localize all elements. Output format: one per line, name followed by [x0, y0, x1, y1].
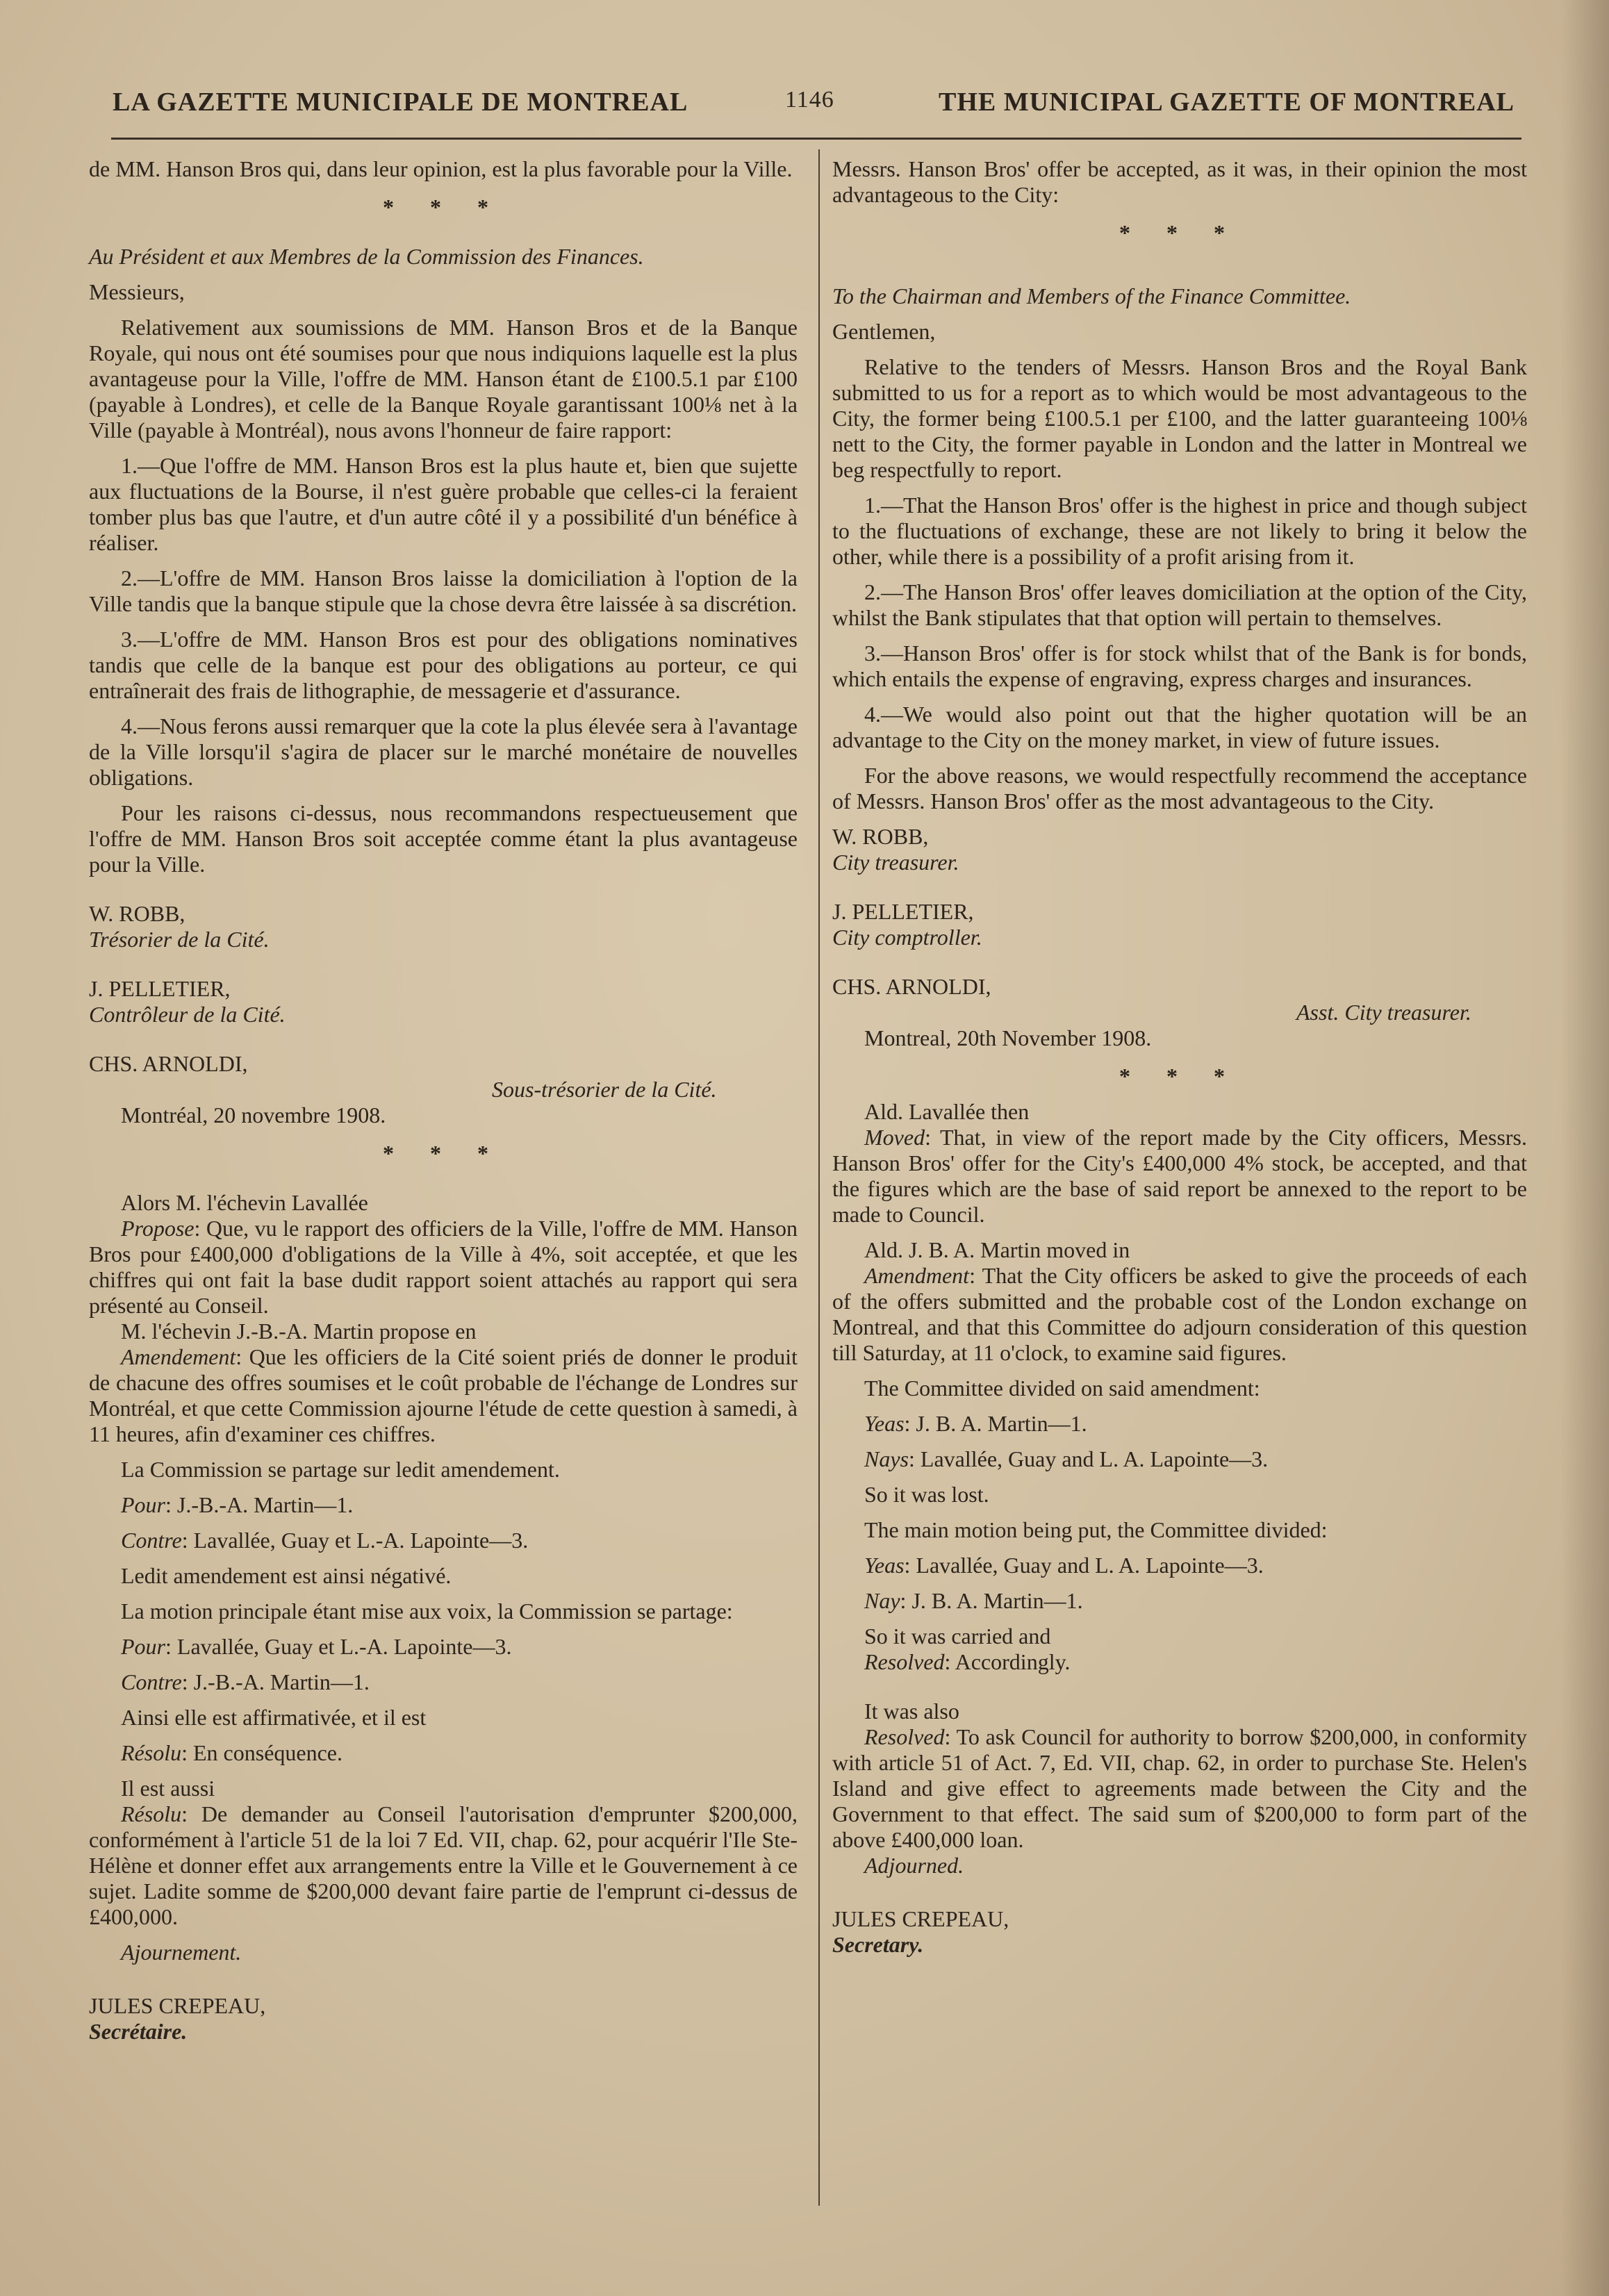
french-motion-15-text: : De demander au Conseil l'autorisation d'emprunter $200,000, conformément à l'article 51 de la loi 7 Ed. VII, chap. 62, pour acquérir l'Ile Ste-Hélène et donner effet aux arrangements entre la Ville et le Gouvernement à ce sujet. Ladite somme de $200,000 devant faire partie de l'emprunt ci-dessus de £400,000. — [89, 1801, 798, 1929]
french-motion-6-text: : J.-B.-A. Martin—1. — [165, 1492, 354, 1517]
english-motion-10-label: Yeas — [864, 1553, 905, 1578]
english-sig1-name: W. ROBB, — [832, 824, 929, 849]
english-motion-15-text: : To ask Council for authority to borrow $200,000, in conformity with article 51 of Act. 7, Ed. VII, chap. 62, in order to purchase Ste. Helen's Island and give effect to agreements made between the City and the Government to that effect. The said sum of $200,000 to form part of the above £400,000 loan. — [832, 1724, 1527, 1852]
english-motion-4-text: : That the City officers be asked to give the proceeds of each of the offers submitted and the probable cost of the London exchange on Montreal, and that this Committee do adjourn consideration of this question till Saturday, at 11 o'clock, to examine said figures. — [832, 1263, 1527, 1365]
english-motion-7-text: : Lavallée, Guay and L. A. Lapointe—3. — [909, 1446, 1269, 1471]
french-date: Montréal, 20 novembre 1908. — [121, 1102, 386, 1128]
french-sig3-name: CHS. ARNOLDI, — [89, 1051, 248, 1076]
english-motion-13-label: Resolved — [864, 1649, 945, 1674]
french-motion-6-label: Pour — [121, 1492, 165, 1517]
french-motion-11-text: : J.-B.-A. Martin—1. — [181, 1669, 370, 1694]
english-motion-6-label: Yeas — [864, 1411, 905, 1436]
english-motion-4 — [832, 1263, 1527, 1366]
english-motion-4-label: Amendment — [864, 1263, 970, 1288]
french-sig1-title: Trésorier de la Cité. — [89, 927, 270, 952]
french-motion-6 — [89, 1492, 798, 1518]
french-motion-13-label: Résolu — [121, 1740, 182, 1765]
english-motion-11-text: : J. B. A. Martin—1. — [900, 1588, 1083, 1613]
english-address: To the Chairman and Members of the Finance Committee. — [832, 283, 1351, 308]
french-motion-1: Alors M. l'échevin Lavallée — [121, 1190, 368, 1215]
french-motion-13-text: : En conséquence. — [181, 1740, 343, 1765]
french-salutation: Messieurs, — [89, 279, 185, 304]
french-motion-2 — [89, 1216, 798, 1319]
english-column — [832, 156, 1527, 1958]
english-motion-11 — [832, 1588, 1527, 1614]
french-para-6: Pour les raisons ci-dessus, nous recommandons respectueusement que l'offre de MM. Hanson Bros soit acceptée comme étant la plus avantageuse pour la Ville. — [89, 800, 798, 877]
english-para-1: Relative to the tenders of Messrs. Hanson Bros and the Royal Bank submitted to us for a report as to which would be most advantageous to the City, the former being £100.5.1 per £100, and the latter guaranteeing 100⅛ nett to the City, the former payable in London and the latter in Montreal we beg respectfully to report. — [832, 354, 1527, 482]
french-motion-10 — [89, 1634, 798, 1660]
english-date: Montreal, 20th November 1908. — [864, 1025, 1152, 1050]
french-adjournment: Ajournement. — [121, 1940, 242, 1965]
french-para-3: 2.—L'offre de MM. Hanson Bros laisse la domiciliation à l'option de la Ville tandis que la banque stipule que la chose devra être laissée à sa discrétion. — [89, 565, 798, 616]
english-motion-7 — [832, 1446, 1527, 1472]
english-sig3-name: CHS. ARNOLDI, — [832, 974, 991, 999]
french-motion-9: La motion principale étant mise aux voix, la Commission se partage: — [121, 1599, 733, 1624]
english-intro: Messrs. Hanson Bros' offer be accepted, as it was, in their opinion the most advantageous to the City: — [832, 156, 1527, 207]
english-motion-6-text: : J. B. A. Martin—1. — [904, 1411, 1087, 1436]
french-address: Au Président et aux Membres de la Commission des Finances. — [89, 244, 644, 269]
french-motion-7-label: Contre — [121, 1528, 182, 1553]
english-motion-12: So it was carried and — [864, 1624, 1051, 1649]
english-para-4: 3.—Hanson Bros' offer is for stock whilst that of the Bank is for bonds, which entails the expense of engraving, express charges and insurances. — [832, 641, 1527, 691]
french-motion-11 — [89, 1669, 798, 1695]
french-motion-12: Ainsi elle est affirmativée, et il est — [121, 1705, 427, 1730]
english-stars-1: * * * — [1119, 220, 1240, 245]
header-rule — [111, 138, 1521, 140]
french-motion-15 — [89, 1801, 798, 1930]
french-motion-4-label: Amendement — [121, 1344, 236, 1369]
english-motion-13-text: : Accordingly. — [944, 1649, 1071, 1674]
english-motion-6 — [832, 1411, 1527, 1437]
french-final-sig-name: JULES CREPEAU, — [89, 1993, 266, 2018]
english-motion-15-label: Resolved — [864, 1724, 945, 1749]
english-sig2-name: J. PELLETIER, — [832, 899, 974, 924]
english-motion-14: It was also — [864, 1699, 959, 1724]
french-stars-2: * * * — [383, 1141, 504, 1166]
english-para-2: 1.—That the Hanson Bros' offer is the highest in price and though subject to the fluctuations of exchange, these are not likely to bring it below the other, while there is a possibility of a profit arising from it. — [832, 493, 1527, 569]
page-header — [104, 87, 1515, 129]
english-motion-9: The main motion being put, the Committee divided: — [864, 1517, 1328, 1542]
english-motion-13 — [832, 1649, 1527, 1675]
french-motion-14: Il est aussi — [121, 1776, 215, 1801]
english-para-3: 2.—The Hanson Bros' offer leaves domiciliation at the option of the City, whilst the Bank stipulates that that option will pertain to themselves. — [832, 579, 1527, 630]
french-motion-11-label: Contre — [121, 1669, 182, 1694]
english-motion-11-label: Nay — [864, 1588, 900, 1613]
french-motion-10-text: : Lavallée, Guay et L.-A. Lapointe—3. — [165, 1634, 512, 1659]
english-motion-2 — [832, 1125, 1527, 1228]
french-sig3-title: Sous-trésorier de la Cité. — [492, 1077, 717, 1102]
french-motion-4 — [89, 1344, 798, 1447]
english-para-6: For the above reasons, we would respectfully recommend the acceptance of Messrs. Hanson Bros' offer as the most advantageous to the City. — [832, 763, 1527, 813]
french-column — [89, 156, 798, 2045]
english-motion-10-text: : Lavallée, Guay and L. A. Lapointe—3. — [904, 1553, 1264, 1578]
english-salutation: Gentlemen, — [832, 319, 936, 344]
french-motion-5: La Commission se partage sur ledit amendement. — [121, 1457, 560, 1482]
english-sig1-title: City treasurer. — [832, 850, 959, 875]
french-motion-7-text: : Lavallée, Guay et L.-A. Lapointe—3. — [181, 1528, 529, 1553]
english-stars-2: * * * — [1119, 1064, 1240, 1089]
french-sig1-name: W. ROBB, — [89, 901, 185, 926]
french-motion-2-label: Propose — [121, 1216, 195, 1241]
french-motion-7 — [89, 1528, 798, 1553]
english-motion-15 — [832, 1724, 1527, 1853]
page-number: 1146 — [785, 87, 834, 113]
french-motion-8: Ledit amendement est ainsi négativé. — [121, 1563, 452, 1588]
french-para-1: Relativement aux soumissions de MM. Hanson Bros et de la Banque Royale, qui nous ont été soumises pour que nous indiquions laquelle est la plus avantageuse pour la Ville, l'offre de MM. Hanson étant de £100.5.1 par £100 (payable à Londres), et celle de la Banque Royale garantissant 100⅛ net à la Ville (payable à Montréal), nous avons l'honneur de faire rapport: — [89, 315, 798, 443]
english-motion-2-text: : That, in view of the report made by the City officers, Messrs. Hanson Bros' offer for the City's £400,000 4% stock, be accepted, and that the figures which are the base of said report be annexed to the report to be made to Council. — [832, 1125, 1527, 1227]
english-motion-7-label: Nays — [864, 1446, 909, 1471]
english-motion-1: Ald. Lavallée then — [864, 1099, 1030, 1124]
french-para-5: 4.—Nous ferons aussi remarquer que la cote la plus élevée sera à l'avantage de la Ville lorsqu'il s'agira de placer sur le marché monétaire de nouvelles obligations. — [89, 713, 798, 790]
english-final-sig-name: JULES CREPEAU, — [832, 1906, 1009, 1931]
english-final-sig-title: Secretary. — [832, 1932, 924, 1957]
english-sig2-title: City comptroller. — [832, 925, 982, 950]
english-sig3-title: Asst. City treasurer. — [1296, 1000, 1471, 1025]
french-intro: de MM. Hanson Bros qui, dans leur opinion, est la plus favorable pour la Ville. — [89, 156, 793, 181]
french-final-sig-title: Secrétaire. — [89, 2019, 188, 2044]
french-motion-3: M. l'échevin J.-B.-A. Martin propose en — [121, 1319, 477, 1344]
header-english-title: THE MUNICIPAL GAZETTE OF MONTREAL — [939, 88, 1515, 117]
english-motion-10 — [832, 1553, 1527, 1578]
english-motion-5: The Committee divided on said amendment: — [864, 1376, 1260, 1401]
header-french-title: LA GAZETTE MUNICIPALE DE MONTREAL — [113, 88, 688, 117]
french-motion-10-label: Pour — [121, 1634, 165, 1659]
english-motion-3: Ald. J. B. A. Martin moved in — [864, 1237, 1130, 1262]
column-divider — [818, 149, 820, 2206]
french-motion-4-text: : Que les officiers de la Cité soient priés de donner le produit de chacune des offres soumises et le coût probable de l'échange de Londres sur Montréal, et que cette Commission ajourne l'étude de cette question à samedi, à 11 heures, afin d'examiner ces chiffres. — [89, 1344, 798, 1446]
french-para-4: 3.—L'offre de MM. Hanson Bros est pour des obligations nominatives tandis que celle de la banque est pour des obligations au porteur, ce qui entraînerait des frais de lithographie, de messagerie et d'assurance. — [89, 627, 798, 703]
french-para-2: 1.—Que l'offre de MM. Hanson Bros est la plus haute et, bien que sujette aux fluctuations de la Bourse, il n'est guère probable que celles-ci la feraient tomber plus bas que l'autre, et d'un autre côté il y a possibilité d'un bénéfice à réaliser. — [89, 453, 798, 555]
french-motion-15-label: Résolu — [121, 1801, 182, 1826]
french-sig2-title: Contrôleur de la Cité. — [89, 1002, 286, 1027]
english-para-5: 4.—We would also point out that the higher quotation will be an advantage to the City on the money market, in view of future issues. — [832, 702, 1527, 752]
english-adjournment: Adjourned. — [864, 1853, 964, 1878]
french-stars-1: * * * — [383, 195, 504, 220]
french-sig2-name: J. PELLETIER, — [89, 976, 231, 1001]
french-motion-2-text: : Que, vu le rapport des officiers de la Ville, l'offre de MM. Hanson Bros pour £400,000 d'obligations de la Ville à 4%, soit acceptée, et que les chiffres qui ont fait la base dudit rapport soient attachés au rapport qui sera présenté au Conseil. — [89, 1216, 798, 1318]
french-motion-13 — [89, 1740, 798, 1766]
english-motion-2-label: Moved — [864, 1125, 925, 1150]
page-shadow-edge — [1560, 0, 1609, 2296]
english-motion-8: So it was lost. — [864, 1482, 989, 1507]
